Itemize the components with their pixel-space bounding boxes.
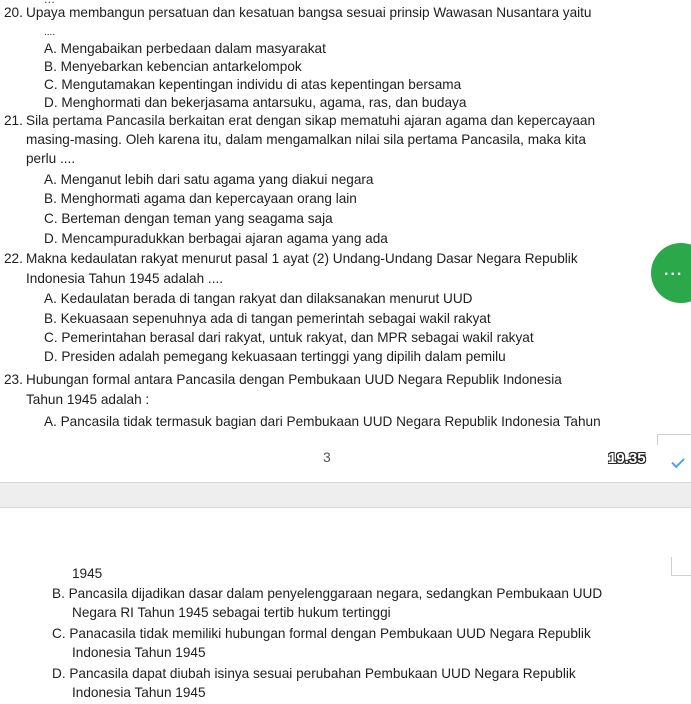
message-time: 19.35 xyxy=(608,450,646,467)
q22-number: 22. xyxy=(4,251,23,266)
q23-option-b-line2: Negara RI Tahun 1945 sebagai tertib hukum tertinggi xyxy=(72,605,391,620)
page-corner-mark-2 xyxy=(671,557,691,576)
q22-option-d: D. Presiden adalah pemegang kekuasaan tertinggi yang dipilih dalam pemilu xyxy=(44,349,506,364)
q23-option-a-line2: 1945 xyxy=(72,566,103,581)
q23-option-a-line1: A. Pancasila tidak termasuk bagian dari Pembukaan UUD Negara Republik Indonesia Tahun xyxy=(44,414,601,429)
q20-option-b: B. Menyebarkan kebencian antarkelompok xyxy=(44,59,302,74)
q22-option-a: A. Kedaulatan berada di tangan rakyat dan dilaksanakan menurut UUD xyxy=(44,291,473,306)
q23-option-b-line1: B. Pancasila dijadikan dasar dalam penyelenggaraan negara, sedangkan Pembukaan UUD xyxy=(52,586,603,601)
q21-text-line1: Sila pertama Pancasila berkaitan erat dengan sikap mematuhi ajaran agama dan kepercayaan xyxy=(26,113,596,128)
q20-text: Upaya membangun persatuan dan kesatuan bangsa sesuai prinsip Wawasan Nusantara yaitu xyxy=(26,5,592,20)
q23-option-c-line1: C. Panacasila tidak memiliki hubungan formal dengan Pembukaan UUD Negara Republik xyxy=(52,626,591,641)
q23-text-line1: Hubungan formal antara Pancasila dengan Pembukaan UUD Negara Republik Indonesia xyxy=(26,372,562,387)
q23-option-d-line1: D. Pancasila dapat diubah isinya sesuai perubahan Pembukaan UUD Negara Republik xyxy=(52,666,576,681)
q20-option-c: C. Mengutamakan kepentingan individu di atas kepentingan bersama xyxy=(44,77,462,92)
q22-text-line2: Indonesia Tahun 1945 adalah .... xyxy=(26,271,224,286)
q21-text-line3: perlu .... xyxy=(26,151,76,166)
q20-dots: .... xyxy=(44,27,56,38)
q23-option-c-line2: Indonesia Tahun 1945 xyxy=(72,645,206,660)
q22-text-line1: Makna kedaulatan rakyat menurut pasal 1 ayat (2) Undang-Undang Dasar Negara Republik xyxy=(26,251,578,266)
q21-number: 21. xyxy=(4,113,23,128)
page-divider-bottom xyxy=(0,507,691,508)
q23-number: 23. xyxy=(4,372,23,387)
q22-option-c: C. Pemerintahan berasal dari rakyat, untuk rakyat, dan MPR sebagai wakil rakyat xyxy=(44,330,534,345)
q20-number: 20. xyxy=(4,5,23,20)
q23-text-line2: Tahun 1945 adalah : xyxy=(26,392,150,407)
q20-option-d: D. Menghormati dan bekerjasama antarsuku, agama, ras, dan budaya xyxy=(44,95,467,110)
q21-option-a: A. Menganut lebih dari satu agama yang diakui negara xyxy=(44,172,374,187)
q21-option-d: D. Mencampuradukkan berbagai ajaran agama yang ada xyxy=(44,231,388,246)
q21-option-b: B. Menghormati agama dan kepercayaan orang lain xyxy=(44,191,357,206)
q20-option-a: A. Mengabaikan perbedaan dalam masyarakat xyxy=(44,41,326,56)
q21-text-line2: masing-masing. Oleh karena itu, dalam mengamalkan nilai sila pertama Pancasila, maka kita xyxy=(26,132,586,147)
q23-option-d-line2: Indonesia Tahun 1945 xyxy=(72,685,206,700)
sent-check-icon xyxy=(671,455,684,468)
q22-option-b: B. Kekuasaan sepenuhnya ada di tangan pemerintah sebagai wakil rakyat xyxy=(44,311,491,326)
page-corner-mark xyxy=(657,434,691,445)
more-dots-icon: ... xyxy=(664,262,684,279)
page-number: 3 xyxy=(323,449,331,465)
page-gap xyxy=(0,483,691,507)
q21-option-c: C. Berteman dengan teman yang seagama saja xyxy=(44,211,333,226)
